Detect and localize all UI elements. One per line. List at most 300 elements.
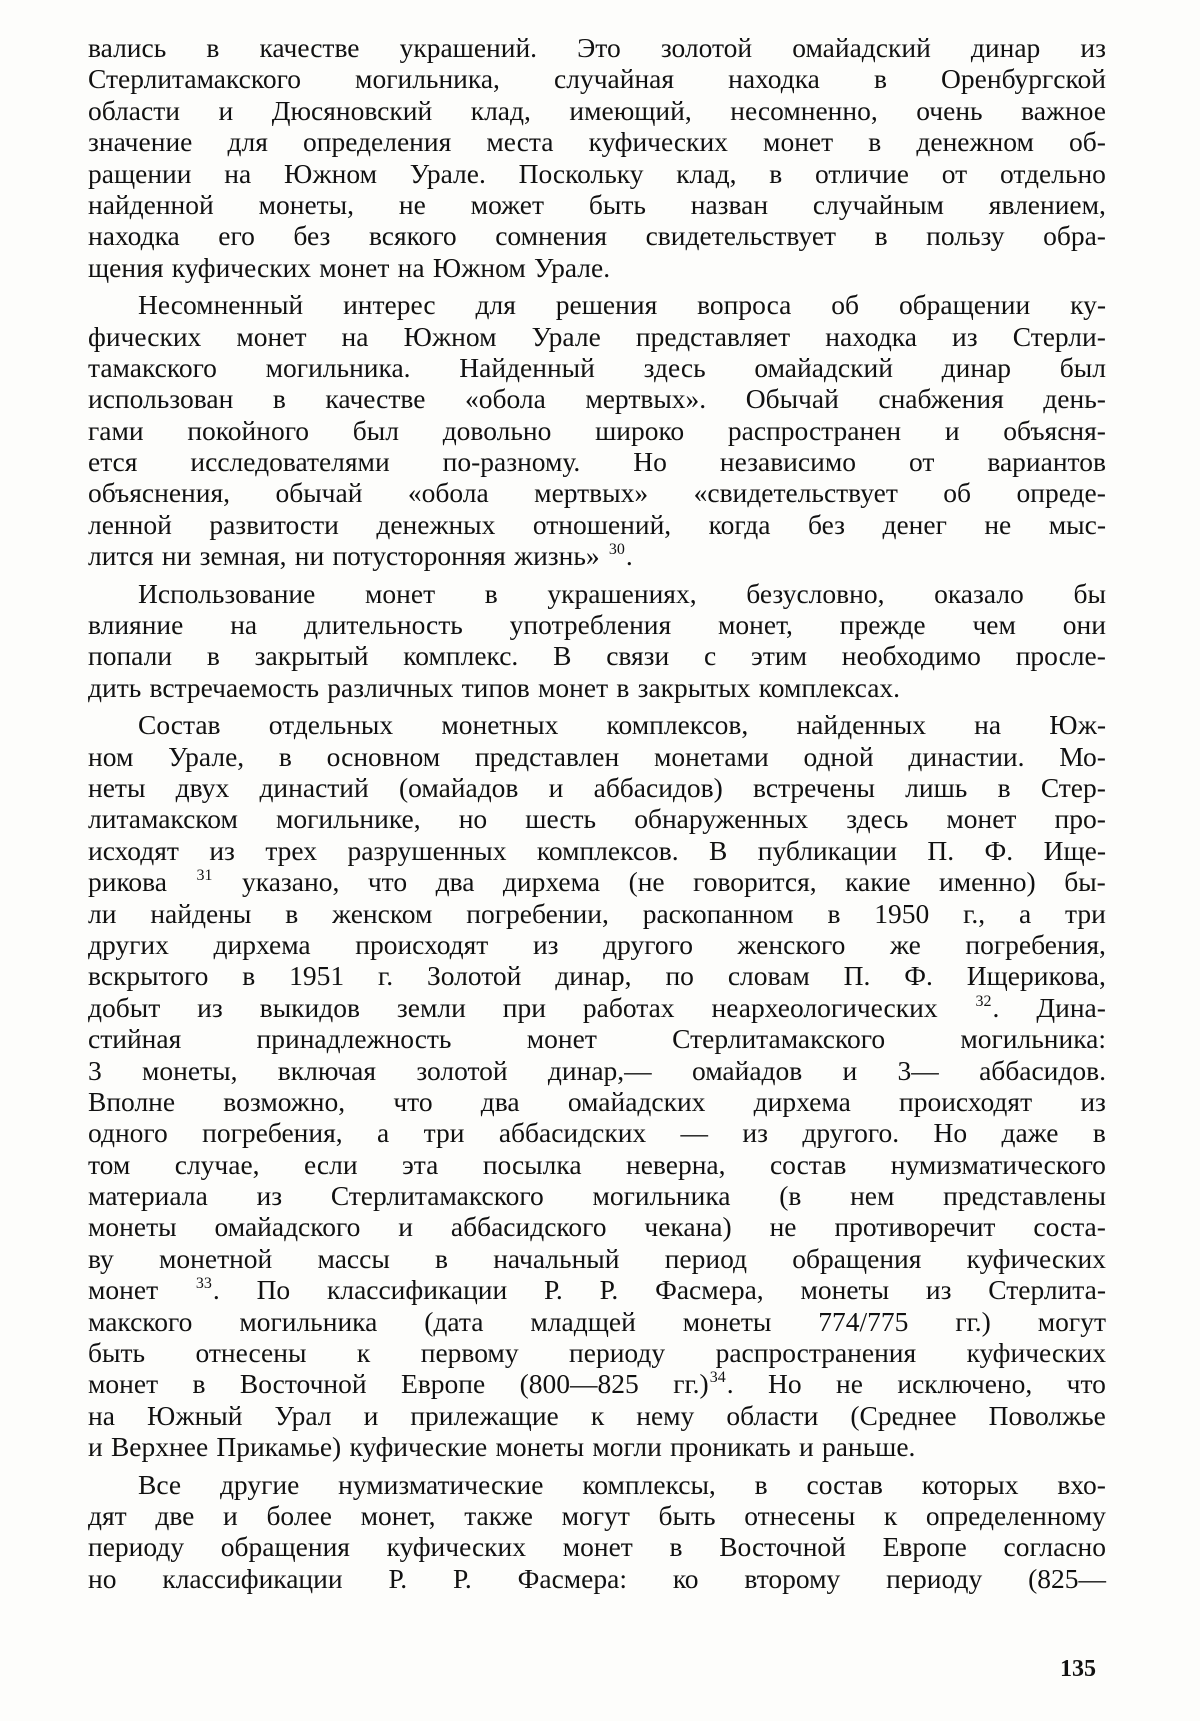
word: две bbox=[155, 1499, 195, 1531]
word: другие bbox=[219, 1468, 300, 1500]
word: монет bbox=[538, 671, 609, 703]
word: качестве bbox=[259, 32, 360, 63]
footnote-marker: 34 bbox=[709, 1369, 726, 1387]
text-line bbox=[88, 772, 1106, 803]
word: добыт bbox=[88, 991, 161, 1023]
word: из bbox=[742, 1117, 768, 1149]
word: По bbox=[256, 1274, 291, 1306]
text-line bbox=[88, 672, 1106, 703]
word: $^{30}$. bbox=[608, 540, 633, 572]
word: встречаемость bbox=[149, 671, 320, 703]
word: случае, bbox=[174, 1148, 260, 1180]
text-line bbox=[88, 1086, 1106, 1117]
footnote-marker: 33 bbox=[195, 1275, 212, 1293]
word: украшениях, bbox=[547, 577, 697, 609]
word: Р. bbox=[544, 1274, 563, 1306]
word: дирхема bbox=[213, 928, 311, 960]
word: Юж- bbox=[1049, 709, 1106, 741]
word: не bbox=[398, 188, 426, 220]
word: омайадских bbox=[567, 1085, 706, 1117]
word: в bbox=[206, 640, 220, 672]
word: рикова bbox=[88, 866, 168, 898]
word: места bbox=[486, 126, 554, 158]
word: (дата bbox=[424, 1305, 484, 1337]
word: найденных bbox=[796, 709, 926, 741]
word: словам bbox=[727, 960, 810, 992]
word: закрытых bbox=[637, 671, 751, 703]
text-line bbox=[88, 1211, 1106, 1242]
word: комплексов, bbox=[606, 709, 749, 741]
word: его bbox=[218, 220, 255, 252]
word: ко bbox=[672, 1562, 699, 1594]
word: посылка bbox=[482, 1148, 582, 1180]
word: комплекс. bbox=[403, 640, 519, 672]
word: нему bbox=[636, 1399, 695, 1431]
word: которых bbox=[921, 1468, 1019, 1500]
text-line bbox=[88, 1337, 1106, 1368]
word: если bbox=[304, 1148, 358, 1180]
word: находка bbox=[728, 63, 820, 95]
word: отдельных bbox=[268, 709, 394, 741]
word: П. bbox=[927, 834, 955, 866]
word: могильника bbox=[592, 1180, 731, 1212]
word: Фасмера: bbox=[517, 1562, 627, 1594]
word: Найденный bbox=[459, 351, 595, 383]
word: значение bbox=[88, 126, 193, 158]
word: распространения bbox=[715, 1337, 917, 1369]
word: прилежащие bbox=[410, 1399, 559, 1431]
word: представлены bbox=[943, 1180, 1106, 1212]
word: 3— bbox=[897, 1054, 939, 1086]
word: могли bbox=[592, 1431, 662, 1463]
word: и bbox=[218, 94, 234, 126]
word: Ф. bbox=[984, 834, 1014, 866]
word: в bbox=[435, 1242, 448, 1274]
word: динар, bbox=[555, 960, 632, 992]
word: встречены bbox=[753, 771, 875, 803]
word: противоречит bbox=[834, 1211, 996, 1243]
word: не bbox=[769, 1211, 797, 1243]
word: макского bbox=[88, 1305, 193, 1337]
word: для bbox=[475, 289, 516, 321]
word: чем bbox=[972, 609, 1016, 641]
text-line bbox=[88, 252, 1106, 283]
word: проникать bbox=[670, 1431, 791, 1463]
word: Золотой bbox=[427, 960, 522, 992]
word: и bbox=[842, 1054, 858, 1086]
word: к bbox=[356, 1337, 371, 1369]
word: динар,— bbox=[547, 1054, 652, 1086]
word: куфические bbox=[349, 1431, 488, 1463]
word: клад, bbox=[470, 94, 531, 126]
word: комплексов. bbox=[536, 834, 679, 866]
word: и bbox=[798, 1431, 814, 1463]
word: дят bbox=[88, 1499, 127, 1531]
word: имеющий, bbox=[569, 94, 692, 126]
word: этим bbox=[751, 640, 807, 672]
text-line bbox=[88, 446, 1106, 477]
word: Урале, bbox=[168, 740, 245, 772]
word: в bbox=[278, 740, 292, 772]
word: аббасидского bbox=[450, 1211, 607, 1243]
text-line bbox=[88, 1149, 1106, 1180]
word: день- bbox=[1043, 383, 1106, 415]
word: в bbox=[669, 1531, 683, 1563]
word: а bbox=[1018, 897, 1032, 929]
word: Но bbox=[633, 446, 667, 478]
word: «обола bbox=[464, 383, 546, 415]
word: Южном bbox=[432, 251, 526, 283]
word: Южном bbox=[284, 157, 377, 189]
text-line bbox=[88, 1563, 1106, 1594]
text-line bbox=[88, 540, 1106, 571]
word: не bbox=[836, 1368, 863, 1400]
word: мыс- bbox=[1048, 508, 1106, 540]
word: и bbox=[548, 771, 564, 803]
word: второму bbox=[744, 1562, 841, 1594]
text-line bbox=[88, 1055, 1106, 1086]
word: определенному bbox=[925, 1499, 1106, 1531]
word: (800—825 bbox=[519, 1368, 639, 1400]
word: из bbox=[256, 1180, 283, 1212]
word: куфических bbox=[588, 126, 728, 158]
word: Урале bbox=[531, 320, 601, 352]
word: ку- bbox=[1070, 289, 1106, 321]
word: Урале. bbox=[409, 157, 486, 189]
word: обра- bbox=[1043, 220, 1106, 252]
word: Стерлитамакского bbox=[672, 1023, 886, 1055]
word: обнаруженных bbox=[634, 803, 809, 835]
text-line bbox=[88, 289, 1106, 320]
text-line bbox=[88, 640, 1106, 671]
word: П. bbox=[843, 960, 871, 992]
word: Европе bbox=[401, 1368, 486, 1400]
word: влияние bbox=[88, 609, 184, 641]
word: три bbox=[423, 1117, 465, 1149]
word: Ище- bbox=[1043, 834, 1106, 866]
word: они bbox=[1062, 609, 1106, 641]
word: вопроса bbox=[697, 289, 792, 321]
word: найдены bbox=[150, 897, 252, 929]
text-line bbox=[88, 126, 1106, 157]
text-line bbox=[88, 1531, 1106, 1562]
word: (в bbox=[779, 1180, 802, 1212]
word: ни bbox=[294, 540, 325, 572]
word: быть bbox=[588, 188, 646, 220]
text-line bbox=[88, 352, 1106, 383]
word: в bbox=[242, 960, 256, 992]
word: представляет bbox=[635, 320, 791, 352]
word: вались bbox=[88, 32, 167, 63]
word: безусловно, bbox=[746, 577, 885, 609]
word: гг.)$^{34}$. bbox=[673, 1368, 734, 1400]
word: монетных bbox=[441, 709, 559, 741]
word: Стерлитамакского bbox=[88, 63, 301, 95]
word: монет bbox=[365, 577, 436, 609]
word: земли bbox=[396, 991, 466, 1023]
word: на bbox=[397, 251, 425, 283]
word: два bbox=[435, 866, 475, 898]
word: обращения bbox=[792, 1242, 922, 1274]
word: — bbox=[680, 1117, 709, 1149]
word: даже bbox=[1001, 1117, 1059, 1149]
word: что bbox=[393, 1085, 433, 1117]
word: в bbox=[827, 897, 841, 929]
word: не bbox=[984, 508, 1012, 540]
word: в bbox=[874, 220, 888, 252]
word: монет, bbox=[360, 1499, 436, 1531]
word: другого. bbox=[802, 1117, 900, 1149]
word: представлен bbox=[474, 740, 620, 772]
word: объяснения, bbox=[88, 477, 231, 509]
word: отдельно bbox=[999, 157, 1106, 189]
word: от bbox=[941, 157, 968, 189]
word: Дюсяновский bbox=[271, 94, 433, 126]
word: отнесены bbox=[195, 1337, 307, 1369]
word: но bbox=[88, 1562, 117, 1594]
word: комплексах. bbox=[758, 671, 901, 703]
word: просле- bbox=[1015, 640, 1106, 672]
word: периоду bbox=[886, 1562, 983, 1594]
word: 1950 bbox=[874, 897, 930, 929]
word: решения bbox=[555, 289, 658, 321]
word: же bbox=[889, 928, 921, 960]
word: случайным bbox=[812, 188, 944, 220]
word: соста- bbox=[1033, 1211, 1106, 1243]
word: состав bbox=[769, 1148, 847, 1180]
word: может bbox=[470, 188, 545, 220]
text-line bbox=[88, 709, 1106, 740]
word: из bbox=[532, 928, 559, 960]
word: монет bbox=[236, 320, 307, 352]
text-line bbox=[88, 1180, 1106, 1211]
word: Вполне bbox=[88, 1085, 176, 1117]
word: дирхема bbox=[753, 1085, 851, 1117]
text-line bbox=[88, 32, 1106, 63]
word: (825— bbox=[1028, 1562, 1106, 1594]
word: 3 bbox=[88, 1054, 102, 1086]
word: могильнике, bbox=[276, 803, 421, 835]
word: здесь bbox=[846, 803, 909, 835]
word: Урале. bbox=[534, 251, 611, 283]
word: раскопанном bbox=[642, 897, 794, 929]
text-line bbox=[88, 383, 1106, 414]
text-line bbox=[88, 1306, 1106, 1337]
word: Дина- bbox=[1036, 991, 1106, 1023]
word: Фасмера, bbox=[655, 1274, 764, 1306]
word: и bbox=[223, 1499, 238, 1531]
word: Прикамье) bbox=[216, 1431, 342, 1463]
word: раньше. bbox=[821, 1431, 916, 1463]
word: погребения, bbox=[202, 1117, 343, 1149]
word: Но bbox=[933, 1117, 968, 1149]
word: Ищерикова, bbox=[966, 960, 1106, 992]
word: опреде- bbox=[1016, 477, 1106, 509]
word: (Среднее bbox=[850, 1399, 957, 1431]
word: пользу bbox=[926, 220, 1005, 252]
word: в bbox=[1092, 1117, 1106, 1149]
word: аббасидских bbox=[498, 1117, 647, 1149]
text-line bbox=[88, 63, 1106, 94]
word: публикации bbox=[757, 834, 897, 866]
footnote-marker: 30 bbox=[608, 541, 625, 559]
word: ли bbox=[88, 897, 117, 929]
word: неархеологических bbox=[711, 991, 938, 1023]
footnote-marker: 32 bbox=[975, 992, 992, 1010]
word: в bbox=[484, 577, 498, 609]
text-line bbox=[88, 509, 1106, 540]
word: отличие bbox=[815, 157, 909, 189]
word: Восточной bbox=[719, 1531, 846, 1563]
word: монеты bbox=[682, 1305, 772, 1337]
word: Мо- bbox=[1059, 740, 1106, 772]
word: несомненно, bbox=[730, 94, 878, 126]
word: очень bbox=[916, 94, 983, 126]
word: из bbox=[952, 320, 978, 352]
word: развитости bbox=[209, 508, 339, 540]
word: 1951 bbox=[289, 960, 345, 992]
word: В bbox=[553, 640, 572, 672]
word: аббасидов) bbox=[593, 771, 723, 803]
text-line bbox=[88, 992, 1106, 1023]
word: объясня- bbox=[1003, 414, 1106, 446]
word: монетной bbox=[159, 1242, 273, 1274]
word: из bbox=[209, 834, 235, 866]
word: могильника. bbox=[265, 351, 411, 383]
text-line bbox=[88, 189, 1106, 220]
word: в bbox=[206, 32, 220, 63]
text-line bbox=[88, 960, 1106, 991]
word: куфических bbox=[966, 1242, 1106, 1274]
text-line bbox=[88, 741, 1106, 772]
word: типов bbox=[461, 671, 530, 703]
word: быть bbox=[658, 1499, 716, 1531]
word: Это bbox=[577, 32, 621, 63]
word: комплексы, bbox=[582, 1468, 716, 1500]
word: согласно bbox=[1003, 1531, 1106, 1563]
word: денежных bbox=[376, 508, 496, 540]
word: из bbox=[1080, 32, 1106, 63]
word: Все bbox=[138, 1468, 182, 1500]
word: монет bbox=[88, 1368, 159, 1400]
word: по bbox=[665, 960, 694, 992]
text-line bbox=[88, 1023, 1106, 1054]
word: куфических bbox=[171, 251, 312, 283]
word: для bbox=[227, 126, 268, 158]
word: отношений, bbox=[532, 508, 672, 540]
word: вариантов bbox=[987, 446, 1106, 478]
word: одной bbox=[803, 740, 874, 772]
word: в bbox=[192, 1368, 206, 1400]
word: другого bbox=[603, 928, 693, 960]
word: Р. bbox=[453, 1562, 472, 1594]
word: говорится, bbox=[693, 866, 817, 898]
word: золотой bbox=[416, 1054, 508, 1086]
word: период bbox=[664, 1242, 748, 1274]
word: в bbox=[272, 383, 286, 415]
word: закрытый bbox=[254, 640, 369, 672]
word: необходимо bbox=[841, 640, 981, 672]
word: и bbox=[398, 1211, 413, 1243]
word: аббасидов. bbox=[979, 1054, 1106, 1086]
word: монетами bbox=[653, 740, 769, 772]
text-line bbox=[88, 929, 1106, 960]
word: ву bbox=[88, 1242, 114, 1274]
word: Использование bbox=[138, 577, 316, 609]
word: исключено, bbox=[897, 1368, 1033, 1400]
word: периоду bbox=[569, 1337, 666, 1369]
word: г. bbox=[378, 960, 394, 992]
word: могильника: bbox=[960, 1023, 1106, 1055]
word: щения bbox=[88, 251, 164, 283]
word: случайная bbox=[554, 63, 675, 95]
word: монеты, bbox=[258, 188, 355, 220]
word: области bbox=[88, 94, 180, 126]
word: ется bbox=[88, 446, 138, 478]
word: нумизматические bbox=[338, 1468, 544, 1500]
word: обычай bbox=[275, 477, 363, 509]
word: состав bbox=[806, 1468, 883, 1500]
word: об- bbox=[1068, 126, 1106, 158]
word: монеты bbox=[88, 1211, 177, 1243]
word: независимо bbox=[719, 446, 856, 478]
word: нумизматического bbox=[890, 1148, 1106, 1180]
word: монет bbox=[526, 1023, 597, 1055]
word bbox=[196, 866, 214, 897]
word: шесть bbox=[525, 803, 597, 835]
word: от bbox=[908, 446, 935, 478]
word: «обола bbox=[407, 477, 489, 509]
word: вхо- bbox=[1057, 1468, 1106, 1500]
word: Обычай bbox=[745, 383, 839, 415]
word: исследователями bbox=[190, 446, 390, 478]
word: вскрытого bbox=[88, 960, 209, 992]
word: про- bbox=[1054, 803, 1106, 835]
word: когда bbox=[708, 508, 771, 540]
word: дить bbox=[88, 671, 142, 703]
word: Южном bbox=[403, 320, 497, 352]
word: употребления bbox=[509, 609, 672, 641]
word: длительность bbox=[303, 609, 463, 641]
word: динар bbox=[970, 32, 1041, 63]
text-line bbox=[88, 1400, 1106, 1431]
word: покойного bbox=[187, 414, 310, 446]
word: монет bbox=[88, 1274, 159, 1306]
word: нем bbox=[850, 1180, 895, 1212]
word: материала bbox=[88, 1180, 208, 1212]
word: массы bbox=[317, 1242, 390, 1274]
word: тамакского bbox=[88, 351, 217, 383]
word: династий bbox=[259, 771, 369, 803]
word: что bbox=[367, 866, 408, 898]
word: 774/775 bbox=[818, 1305, 909, 1337]
text-line bbox=[88, 1469, 1106, 1500]
word: найденной bbox=[88, 188, 214, 220]
word: литамакском bbox=[88, 803, 238, 835]
word: из bbox=[925, 1274, 952, 1306]
word: Р. bbox=[388, 1562, 408, 1594]
word: бы- bbox=[1064, 866, 1106, 898]
word: указано, bbox=[242, 866, 340, 898]
word: монет, bbox=[718, 609, 793, 641]
word: работах bbox=[582, 991, 675, 1023]
word: в bbox=[285, 897, 299, 929]
word: (омайадов bbox=[398, 771, 519, 803]
word: классификации bbox=[162, 1562, 343, 1594]
word: Стер- bbox=[1040, 771, 1106, 803]
word: снабжения bbox=[878, 383, 1004, 415]
word: неты bbox=[88, 771, 146, 803]
